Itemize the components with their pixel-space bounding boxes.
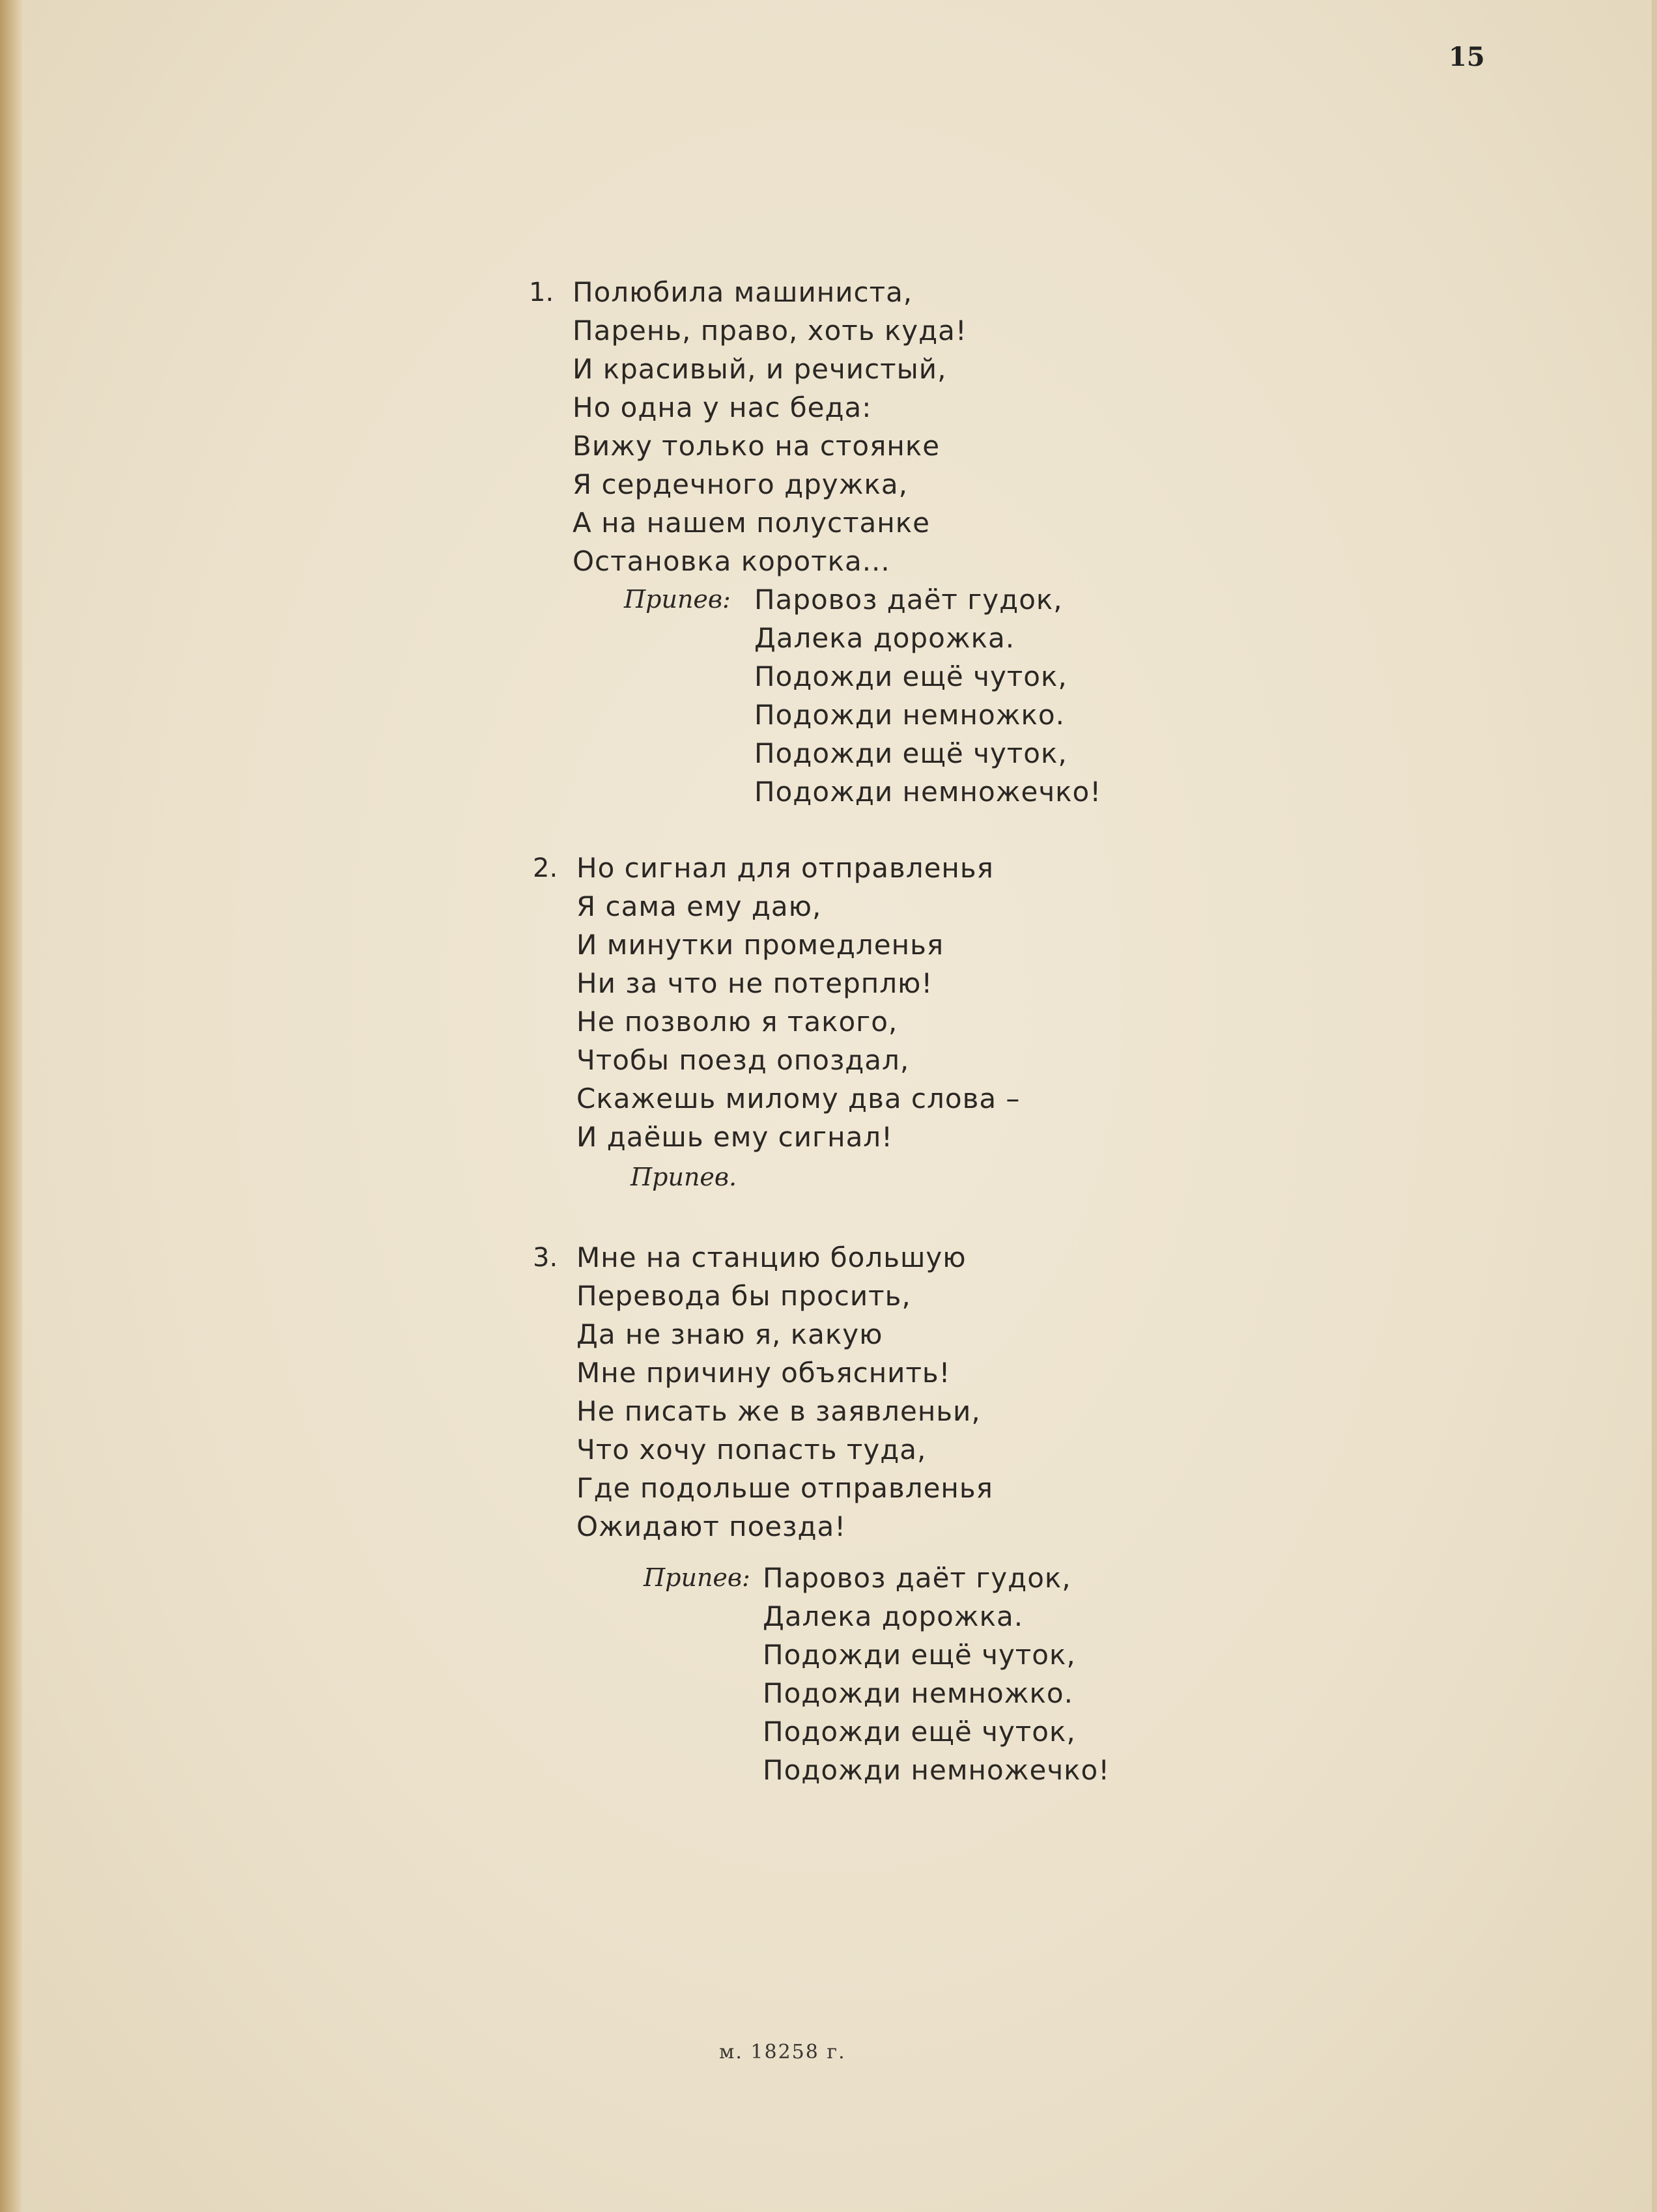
- verse-line: Парень, право, хоть куда!: [573, 315, 967, 347]
- verse-line: И красивый, и речистый,: [573, 353, 947, 385]
- chorus-line: Паровоз даёт гудок,: [754, 584, 1063, 616]
- verse-line: Остановка коротка...: [573, 545, 890, 577]
- verse-lines: [573, 273, 967, 580]
- page-binding: [0, 0, 22, 2212]
- verse-line: Ожидают поезда!: [576, 1510, 847, 1542]
- verse-line: Где подольше отправленья: [576, 1472, 993, 1504]
- chorus-line: Подожди ещё чуток,: [754, 737, 1068, 769]
- chorus-line: Подожди ещё чуток,: [763, 1639, 1076, 1671]
- verse-line: Что хочу попасть туда,: [576, 1434, 927, 1466]
- chorus-line: Паровоз даёт гудок,: [763, 1562, 1071, 1594]
- verse-line: Не позволю я такого,: [576, 1006, 898, 1038]
- verse-number: 3.: [533, 1243, 558, 1273]
- verse-line: Вижу только на стоянке: [573, 430, 941, 462]
- verse-line: И даёшь ему сигнал!: [576, 1121, 893, 1153]
- chorus-line: Подожди ещё чуток,: [763, 1716, 1076, 1748]
- verse-line: Скажешь милому два слова –: [576, 1083, 1021, 1114]
- verse-line: Чтобы поезд опоздал,: [576, 1044, 910, 1076]
- print-code: м. 18258 г.: [719, 2041, 846, 2063]
- chorus-line: Подожди немножко.: [754, 699, 1065, 731]
- verse-line: Мне причину объяснить!: [576, 1357, 951, 1389]
- chorus-line: Подожди немножечко!: [754, 776, 1102, 808]
- page-edge: [1652, 0, 1657, 2212]
- verse-line: Но сигнал для отправленья: [576, 852, 994, 884]
- verse-line: Перевода бы просить,: [576, 1280, 911, 1312]
- chorus-label: Припев.: [630, 1163, 737, 1191]
- verse-line: Полюбила машиниста,: [573, 276, 913, 308]
- chorus-line: Подожди ещё чуток,: [754, 660, 1068, 692]
- chorus-line: Далека дорожка.: [763, 1600, 1024, 1632]
- chorus-lines: [763, 1559, 1110, 1789]
- verse-lines: [576, 1238, 993, 1546]
- chorus-line: Далека дорожка.: [754, 622, 1015, 654]
- verse-line: Но одна у нас беда:: [573, 391, 872, 423]
- verse-line: Не писать же в заявленьи,: [576, 1395, 981, 1427]
- chorus-line: Подожди немножечко!: [763, 1754, 1111, 1786]
- verse-line: Да не знаю я, какую: [576, 1318, 883, 1350]
- verse-lines: [576, 849, 1020, 1156]
- verse-line: Ни за что не потерплю!: [576, 967, 933, 999]
- verse-number: 1.: [529, 277, 554, 307]
- chorus-label: Припев:: [624, 585, 731, 614]
- verse-line: И минутки промедленья: [576, 929, 944, 961]
- verse-line: Я сама ему даю,: [576, 890, 822, 922]
- page-number: 15: [1449, 42, 1485, 72]
- chorus-label: Припев:: [644, 1563, 750, 1592]
- verse-line: А на нашем полустанке: [573, 507, 930, 539]
- verse-line: Мне на станцию большую: [576, 1241, 967, 1273]
- verse-line: Я сердечного дружка,: [573, 468, 908, 500]
- verse-number: 2.: [533, 853, 558, 883]
- chorus-line: Подожди немножко.: [763, 1677, 1073, 1709]
- chorus-lines: [754, 580, 1101, 811]
